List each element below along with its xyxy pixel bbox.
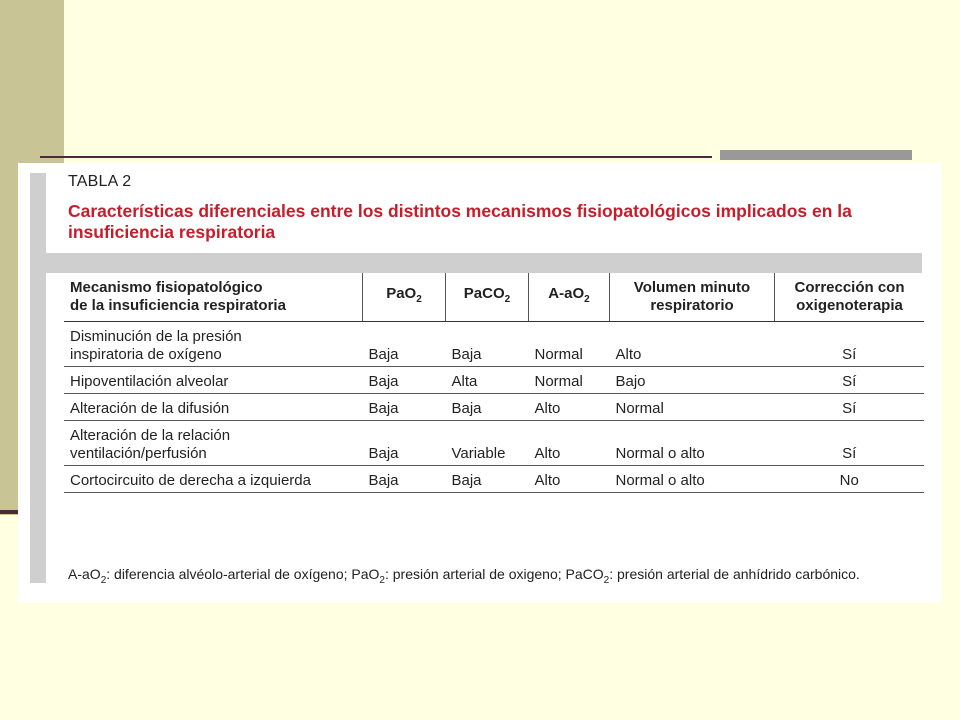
table-label: TABLA 2 bbox=[68, 173, 132, 190]
cell-paco2: Baja bbox=[446, 322, 529, 367]
cell-mechanism: Alteración de la difusión bbox=[64, 394, 363, 421]
cell-paco2: Baja bbox=[446, 466, 529, 493]
cell-pao2: Baja bbox=[363, 322, 446, 367]
cell-correction: Sí bbox=[775, 367, 925, 394]
table-footnote: $A-aO_2$: diferencia alvéolo-arterial de oxígeno; PaO$_2$: presión arterial de oxigeno; PaCO$_2$: presión arterial de anhídrido carbónico. bbox=[68, 566, 860, 586]
cell-aao2: Alto bbox=[529, 466, 610, 493]
cell-aao2: Normal bbox=[529, 367, 610, 394]
cell-correction: Sí bbox=[775, 322, 925, 367]
table-side-strip bbox=[30, 173, 46, 583]
cell-pao2: Baja bbox=[363, 367, 446, 394]
cell-paco2: Baja bbox=[446, 394, 529, 421]
table-row bbox=[64, 322, 924, 367]
cell-pao2: Baja bbox=[363, 466, 446, 493]
slide-gray-accent-block bbox=[720, 150, 912, 160]
cell-correction: Sí bbox=[775, 421, 925, 466]
table-row bbox=[64, 394, 924, 421]
header-correction: Corrección con oxigenoterapia bbox=[775, 273, 925, 322]
cell-paco2: Alta bbox=[446, 367, 529, 394]
cell-aao2: Alto bbox=[529, 394, 610, 421]
cell-volume: Normal o alto bbox=[610, 466, 775, 493]
cell-mechanism: Alteración de la relación ventilación/perfusión bbox=[64, 421, 363, 466]
table-row bbox=[64, 466, 924, 493]
cell-aao2: Alto bbox=[529, 421, 610, 466]
cell-mechanism: Cortocircuito de derecha a izquierda bbox=[64, 466, 363, 493]
cell-volume: Normal o alto bbox=[610, 421, 775, 466]
cell-pao2: Baja bbox=[363, 394, 446, 421]
cell-volume: Normal bbox=[610, 394, 775, 421]
cell-aao2: Normal bbox=[529, 322, 610, 367]
table-header-band bbox=[46, 253, 922, 273]
table-header-row bbox=[64, 273, 924, 322]
cell-volume: Bajo bbox=[610, 367, 775, 394]
header-pao2: PaO$_2$ bbox=[363, 273, 446, 322]
header-volume: Volumen minuto respiratorio bbox=[610, 273, 775, 322]
table-title: Características diferenciales entre los distintos mecanismos fisiopatológicos implicados en la insuficiencia respiratoria bbox=[68, 201, 852, 242]
cell-pao2: Baja bbox=[363, 421, 446, 466]
table-row bbox=[64, 367, 924, 394]
table-figure bbox=[18, 163, 941, 603]
data-table bbox=[64, 273, 924, 493]
header-paco2: PaCO$_2$ bbox=[446, 273, 529, 322]
slide-horizontal-rule bbox=[40, 156, 712, 158]
header-mechanism: Mecanismo fisiopatológico de la insuficiencia respiratoria bbox=[64, 273, 363, 322]
cell-paco2: Variable bbox=[446, 421, 529, 466]
cell-mechanism: Disminución de la presión inspiratoria de oxígeno bbox=[64, 322, 363, 367]
table-row bbox=[64, 421, 924, 466]
cell-volume: Alto bbox=[610, 322, 775, 367]
cell-correction: No bbox=[775, 466, 925, 493]
cell-mechanism: Hipoventilación alveolar bbox=[64, 367, 363, 394]
header-aao2: $A-aO_2$ bbox=[529, 273, 610, 322]
cell-correction: Sí bbox=[775, 394, 925, 421]
